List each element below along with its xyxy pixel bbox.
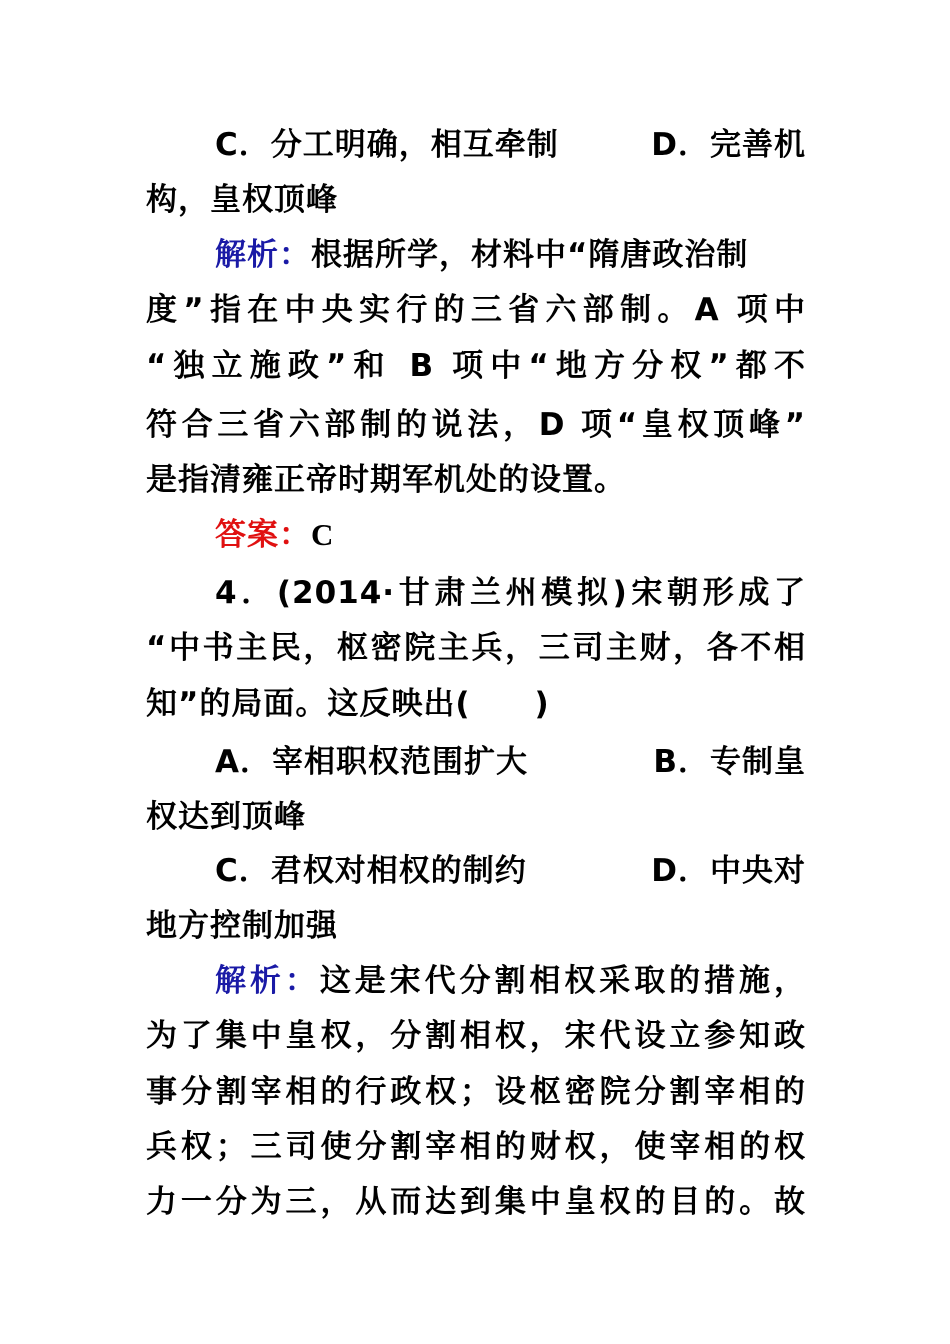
q4-stem-line-2: “中书主民，枢密院主兵，三司主财，各不相 <box>146 630 806 666</box>
q3-option-c: C．分工明确，相互牵制 <box>215 127 559 163</box>
q4-option-a: A．宰相职权范围扩大 <box>215 744 528 780</box>
q4-analysis-label: 解析： <box>215 963 320 999</box>
q3-option-d-continued: 构，皇权顶峰 <box>146 182 338 218</box>
q4-option-b: B．专制皇 <box>653 744 806 780</box>
q3-analysis-label: 解析： <box>215 237 311 273</box>
q4-option-c: C．君权对相权的制约 <box>215 853 527 889</box>
q4-analysis-text-1: 这是宋代分割相权采取的措施， <box>319 963 806 999</box>
q3-analysis-line-4: 符合三省六部制的说法，D 项“皇权顶峰” <box>146 407 806 443</box>
q3-analysis-line-1 <box>215 235 806 275</box>
q4-stem-line-1: 4．(2014·甘肃兰州模拟)宋朝形成了 <box>215 575 806 611</box>
q4-analysis-line-3: 事分割宰相的行政权；设枢密院分割宰相的 <box>146 1074 806 1110</box>
q4-stem-line-3: 知”的局面。这反映出( ) <box>146 686 550 722</box>
q3-analysis-line-5: 是指清雍正帝时期军机处的设置。 <box>146 462 626 498</box>
q4-analysis-line-2: 为了集中皇权，分割相权，宋代设立参知政 <box>146 1018 806 1054</box>
q4-option-b-continued: 权达到顶峰 <box>146 799 306 835</box>
q4-analysis-line-1 <box>215 961 806 1001</box>
q3-answer-label: 答案： <box>215 517 311 553</box>
q3-option-row-cd <box>215 125 806 165</box>
q4-option-d: D．中央对 <box>651 853 806 889</box>
q4-analysis-line-5: 力一分为三，从而达到集中皇权的目的。故 <box>146 1184 806 1220</box>
q4-option-row-cd <box>215 851 806 891</box>
q3-answer-value: C <box>311 517 335 552</box>
q3-analysis-text-1: 根据所学，材料中“隋唐政治制 <box>311 237 749 273</box>
q4-option-row-ab <box>215 742 806 782</box>
q4-analysis-line-4: 兵权；三司使分割宰相的财权，使宰相的权 <box>146 1129 806 1165</box>
q3-option-d: D．完善机 <box>651 127 806 163</box>
q3-analysis-line-2: 度”指在中央实行的三省六部制。A 项中 <box>146 292 806 328</box>
q4-option-d-continued: 地方控制加强 <box>146 908 338 944</box>
q3-analysis-line-3: “独立施政”和 B 项中“地方分权”都不 <box>146 348 806 384</box>
q3-answer <box>215 515 806 555</box>
